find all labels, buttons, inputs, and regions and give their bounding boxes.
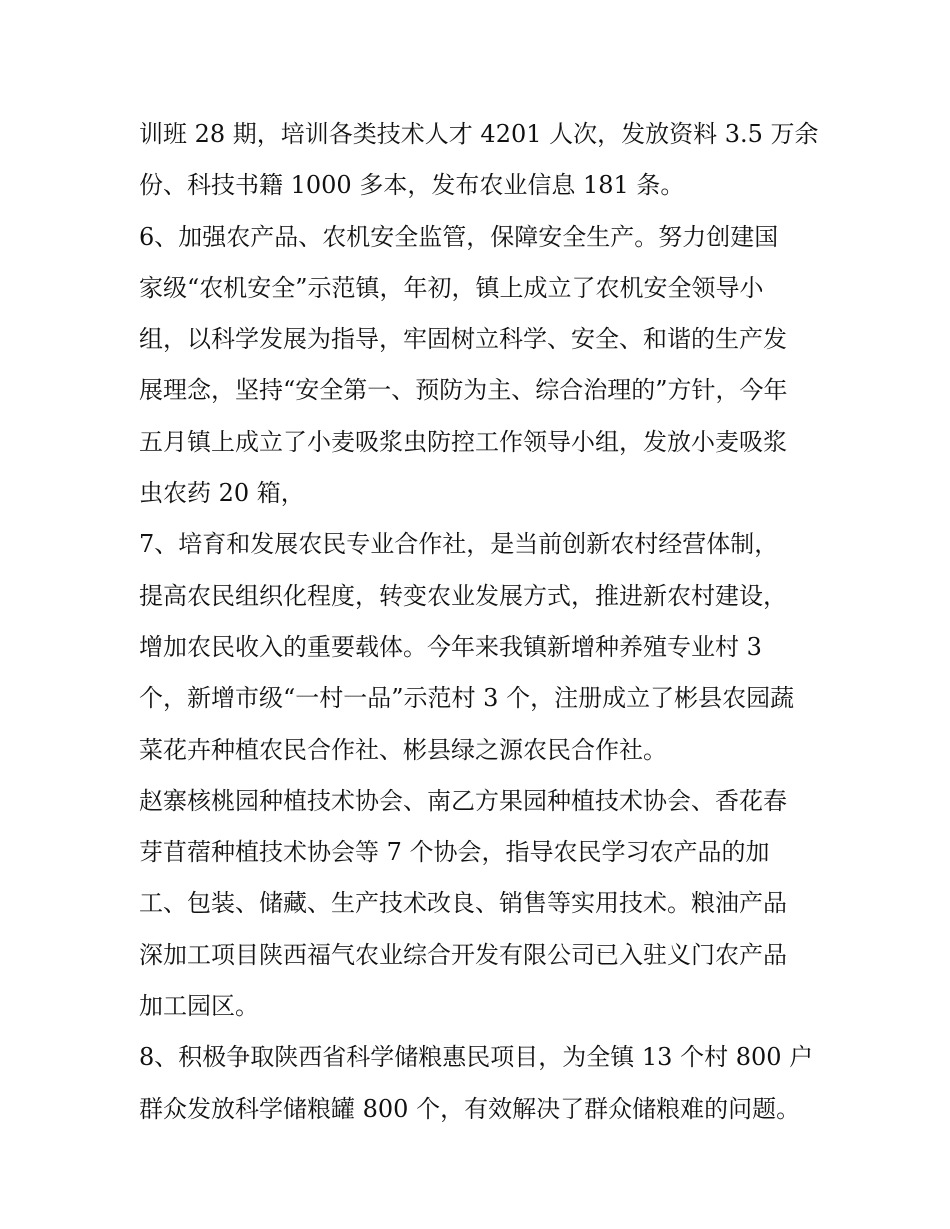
text-line: 芽苜蓿种植技术协会等 7 个协会，指导农民学习农产品的加 <box>139 838 770 867</box>
text-line: 展理念，坚持“安全第一、预防为主、综合治理的”方针，今年 <box>139 376 788 405</box>
text-line: 菜花卉种植农民合作社、彬县绿之源农民合作社。 <box>139 735 667 764</box>
text-line: 虫农药 20 箱， <box>139 479 305 508</box>
text-line: 深加工项目陕西福气农业综合开发有限公司已入驻义门农产品 <box>139 940 787 969</box>
text-line: 7、培育和发展农民专业合作社，是当前创新农村经营体制， <box>139 530 779 559</box>
text-line: 加工园区。 <box>139 992 259 1021</box>
text-line: 赵寨核桃园种植技术协会、南乙方果园种植技术协会、香花春 <box>139 786 787 815</box>
text-line: 群众发放科学储粮罐 800 个，有效解决了群众储粮难的问题。 <box>139 1094 801 1123</box>
text-line: 8、积极争取陕西省科学储粮惠民项目，为全镇 13 个村 800 户 <box>139 1043 814 1072</box>
text-line: 6、加强农产品、农机安全监管，保障安全生产。努力创建国 <box>139 222 779 251</box>
text-line: 提高农民组织化程度，转变农业发展方式，推进新农村建设， <box>139 581 787 610</box>
text-line: 组，以科学发展为指导，牢固树立科学、安全、和谐的生产发 <box>139 325 787 354</box>
body-text <box>139 109 819 1135</box>
text-line: 训班 28 期，培训各类技术人才 4201 人次，发放资料 3.5 万余 <box>139 120 819 148</box>
text-line: 五月镇上成立了小麦吸浆虫防控工作领导小组，发放小麦吸浆 <box>139 427 787 456</box>
text-line: 增加农民收入的重要载体。今年来我镇新增种养殖专业村 3 <box>139 632 762 661</box>
text-line: 个，新增市级“一村一品”示范村 3 个，注册成立了彬县农园蔬 <box>139 684 795 713</box>
text-line: 工、包装、储藏、生产技术改良、销售等实用技术。粮油产品 <box>139 889 787 918</box>
text-line: 家级“农机安全”示范镇，年初，镇上成立了农机安全领导小 <box>139 273 764 302</box>
text-line: 份、科技书籍 1000 多本，发布农业信息 181 条。 <box>139 171 685 200</box>
